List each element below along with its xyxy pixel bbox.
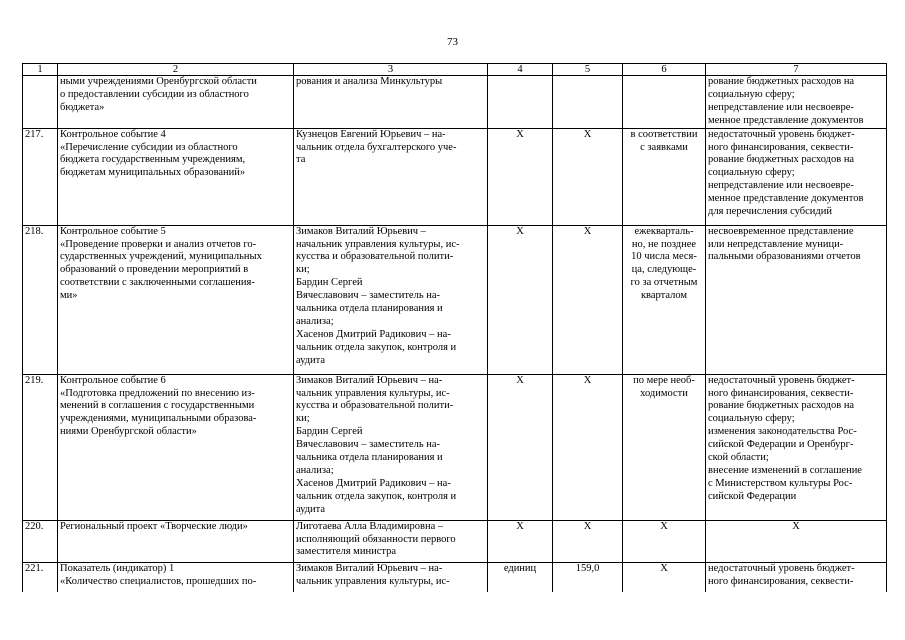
plan-table	[22, 63, 887, 603]
schedule-cell: ежекварталь- но, не позднее 10 числа меся- ца, следующе- го за отчетным кварталом	[623, 225, 706, 374]
event-cell: ными учреждениями Оренбургской области о предоставлении субсидии из областного бюджета»	[58, 76, 294, 129]
col5-cell: 159,0	[553, 562, 623, 602]
table-row	[23, 374, 887, 520]
responsible-cell: Зимаков Виталий Юрьевич – на- чальник управления культуры, ис-	[294, 562, 488, 602]
schedule-cell: Х	[623, 520, 706, 562]
col4-cell: Х	[488, 374, 553, 520]
event-cell: Региональный проект «Творческие люди»	[58, 520, 294, 562]
risks-cell: несвоевременное представление или непредставление муници- пальными образованиями отчетов	[706, 225, 887, 374]
table-row	[23, 128, 887, 225]
col4-cell: Х	[488, 128, 553, 225]
page-bottom-margin	[0, 592, 905, 640]
col4-cell	[488, 76, 553, 129]
risks-cell: рование бюджетных расходов на социальную сферу; непредставление или несвоевре- менное представление документов	[706, 76, 887, 129]
row-number: 219.	[23, 374, 58, 520]
col4-cell: Х	[488, 520, 553, 562]
event-cell: Контрольное событие 4 «Перечисление субсидии из областного бюджета государственным учреждениям, бюджетам муниципальных образований»	[58, 128, 294, 225]
col5-cell: Х	[553, 225, 623, 374]
column-header: 1	[23, 64, 58, 76]
column-header: 2	[58, 64, 294, 76]
page-number: 73	[447, 36, 458, 48]
responsible-cell: Лиготаева Алла Владимировна – исполняющий обязанности первого заместителя министра	[294, 520, 488, 562]
column-header: 4	[488, 64, 553, 76]
schedule-cell: Х	[623, 562, 706, 602]
column-header: 7	[706, 64, 887, 76]
table-row	[23, 76, 887, 129]
col5-cell: Х	[553, 374, 623, 520]
col5-cell: Х	[553, 520, 623, 562]
row-number: 217.	[23, 128, 58, 225]
risks-cell: Х	[706, 520, 887, 562]
row-number	[23, 76, 58, 129]
table-row	[23, 225, 887, 374]
column-header: 6	[623, 64, 706, 76]
col4-cell: Х	[488, 225, 553, 374]
col5-cell: Х	[553, 128, 623, 225]
risks-cell: недостаточный уровень бюджет- ного финансирования, секвести- рование бюджетных расходов на социальную сферу; непредставление или несвоевре- менное представление документов для перечисления субсидий	[706, 128, 887, 225]
table-row	[23, 520, 887, 562]
responsible-cell: Зимаков Виталий Юрьевич – начальник управления культуры, ис- кусства и образовательной полити- ки; Бардин Сергей Вячеславович – заместитель на- чальника отдела планирования и анализа; Хасенов Дмитрий Радикович – на- чальник отдела закупок, контроля и аудита	[294, 225, 488, 374]
schedule-cell: по мере необ- ходимости	[623, 374, 706, 520]
event-cell: Контрольное событие 5 «Проведение проверки и анализ отчетов го- сударственных учреждений, муниципальных образований о проведении мероприятий в соответствии с заключенными соглашения- ми»	[58, 225, 294, 374]
column-header: 5	[553, 64, 623, 76]
row-number: 220.	[23, 520, 58, 562]
responsible-cell: Кузнецов Евгений Юрьевич – на- чальник отдела бухгалтерского уче- та	[294, 128, 488, 225]
column-header: 3	[294, 64, 488, 76]
event-cell: Контрольное событие 6 «Подготовка предложений по внесению из- менений в соглашения с государственными учреждениями, муниципальными образова- ниями Оренбургской области»	[58, 374, 294, 520]
responsible-cell: рования и анализа Минкультуры	[294, 76, 488, 129]
schedule-cell: в соответствии с заявками	[623, 128, 706, 225]
col4-cell: единиц	[488, 562, 553, 602]
risks-cell: недостаточный уровень бюджет- ного финансирования, секвести-	[706, 562, 887, 602]
responsible-cell: Зимаков Виталий Юрьевич – на- чальник управления культуры, ис- кусства и образовательной полити- ки; Бардин Сергей Вячеславович – заместитель на- чальника отдела планирования и анализа; Хасенов Дмитрий Радикович – на- чальник отдела закупок, контроля и аудита	[294, 374, 488, 520]
event-cell: Показатель (индикатор) 1 «Количество специалистов, прошедших по-	[58, 562, 294, 602]
col5-cell	[553, 76, 623, 129]
row-number: 218.	[23, 225, 58, 374]
row-number: 221.	[23, 562, 58, 602]
risks-cell: недостаточный уровень бюджет- ного финансирования, секвести- рование бюджетных расходов на социальную сферу; изменения законодательства Рос- сийской Федерации и Оренбург- ской области; внесение изменений в соглашение с Министерством культуры Рос- сийской Федерации	[706, 374, 887, 520]
header-row	[23, 64, 887, 76]
schedule-cell	[623, 76, 706, 129]
